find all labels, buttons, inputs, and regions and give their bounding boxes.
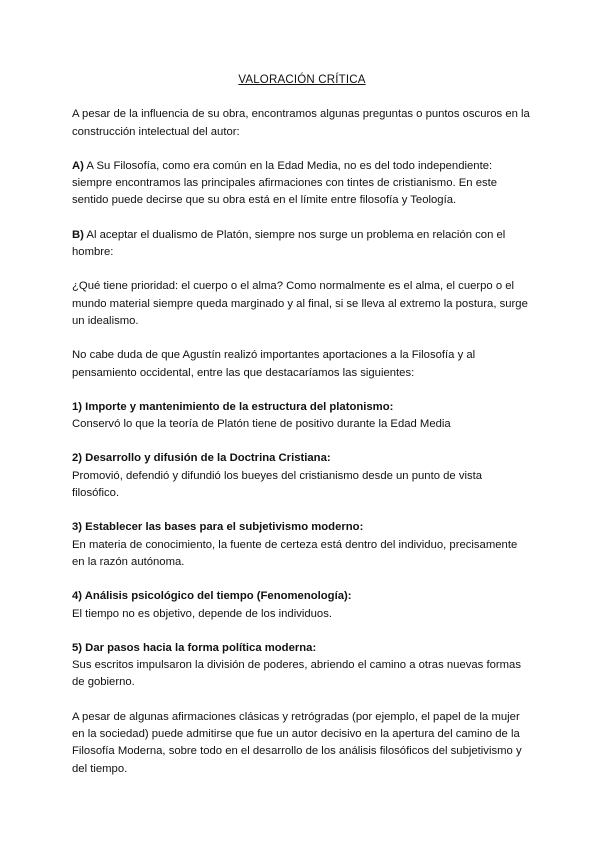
contribution-heading: 2) Desarrollo y difusión de la Doctrina Cristiana: <box>72 452 331 465</box>
contribution-heading: 4) Análisis psicológico del tiempo (Fenomenología): <box>72 590 352 603</box>
contribution-item <box>72 588 532 623</box>
intro-paragraph: A pesar de la influencia de su obra, encontramos algunas preguntas o puntos oscuros en la construcción intelectual del autor: <box>72 108 530 138</box>
contribution-item <box>72 519 532 571</box>
conclusion-paragraph: A pesar de algunas afirmaciones clásicas y retrógradas (por ejemplo, el papel de la mujer en la sociedad) puede admitirse que fue un autor decisivo en la apertura del camino de la Filosofía Moderna, sobre todo en el desarrollo de los análisis filosóficos del subjetivismo y del tiempo. <box>72 710 522 775</box>
contribution-text: Sus escritos impulsaron la división de poderes, abriendo el camino a otras nuevas formas de gobierno. <box>72 659 521 689</box>
point-b-label: B) <box>72 228 84 241</box>
page-title: VALORACIÓN CRÍTICA <box>238 74 366 86</box>
point-b-paragraph <box>72 227 532 262</box>
contribution-heading: 3) Establecer las bases para el subjetivismo moderno: <box>72 521 364 534</box>
document-page <box>72 72 532 795</box>
contributions-intro-paragraph: No cabe duda de que Agustín realizó importantes aportaciones a la Filosofía y al pensamiento occidental, entre las que destacaríamos las siguientes: <box>72 349 476 379</box>
point-a-label: A) <box>72 159 84 172</box>
point-b-text: Al aceptar el dualismo de Platón, siempre nos surge un problema en relación con el hombre: <box>72 228 506 259</box>
point-a-paragraph <box>72 158 532 210</box>
contribution-heading: 1) Importe y mantenimiento de la estructura del platonismo: <box>72 400 394 413</box>
contribution-text: El tiempo no es objetivo, depende de los individuos. <box>72 607 332 620</box>
contribution-text: En materia de conocimiento, la fuente de certeza está dentro del individuo, precisamente en la razón autónoma. <box>72 538 518 568</box>
point-a-text: A Su Filosofía, como era común en la Edad Media, no es del todo independiente: siempre encontramos las principales afirmaciones con tintes de cristianismo. En este sentido puede decirse que su obra está en el límite entre filosofía y Teología. <box>72 159 498 207</box>
contribution-text: Conservó lo que la teoría de Platón tiene de positivo durante la Edad Media <box>72 418 451 431</box>
question-paragraph: ¿Qué tiene prioridad: el cuerpo o el alma? Como normalmente es el alma, el cuerpo o el mundo material siempre queda marginado y al final, si se lleva al extremo la postura, surge un idealismo. <box>72 280 528 327</box>
contribution-item <box>72 399 532 434</box>
contribution-item <box>72 640 532 692</box>
contribution-heading: 5) Dar pasos hacia la forma política moderna: <box>72 641 317 654</box>
contribution-item <box>72 450 532 502</box>
contribution-text: Promovió, defendió y difundió los bueyes del cristianismo desde un punto de vista filosófico. <box>72 469 483 500</box>
